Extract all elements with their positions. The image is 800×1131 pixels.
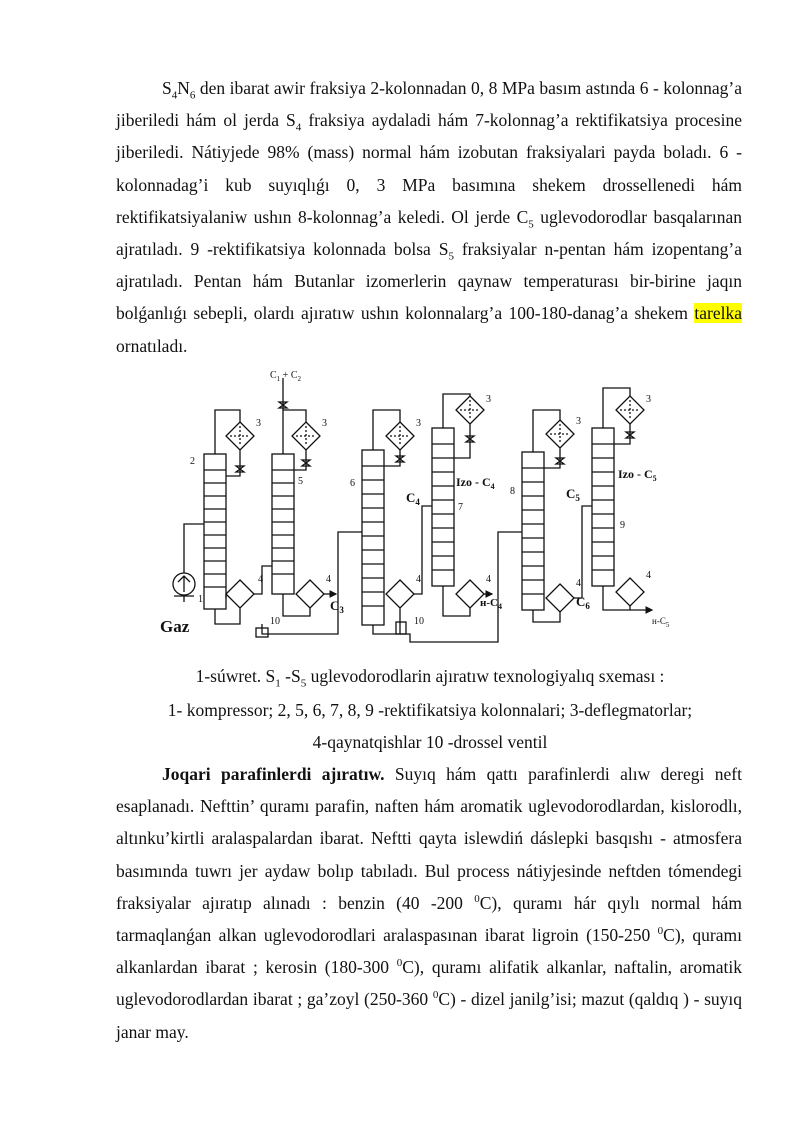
- label-3: 3: [416, 418, 421, 429]
- subscript: 6: [189, 89, 196, 102]
- text: fraksiya aydaladi hám 7-kolonnag’a rektifikatsiya procesine jiberiledi. Nátiyjede 98% (mass) normal hám izobutan fraksiyalari payda boladı. 6 -kolonnadag’i kub suyıqlıǵı 0, 3 MPa basımına shekem drossellenedi hám rektifikatsiyalaniw ushın 8-kolonnag’a keledi. Ol jerde C: [116, 110, 742, 227]
- deflegmator-6: [616, 396, 644, 424]
- boiler-1: [226, 580, 254, 608]
- deflegmator-1: [226, 422, 254, 450]
- svg-text:н-C5: $н-C_5$: [652, 616, 670, 629]
- scheme-svg: [160, 366, 680, 650]
- figure-caption-line-1: 1-súwret. $S_1$ $-S_5$ uglevodorodlarin ajıratıw texnologiyalıq sxeması :: [195, 666, 665, 690]
- svg-text:C3: $C_3$: [330, 598, 344, 615]
- label-4: 4: [258, 574, 263, 585]
- boiler-2: [296, 580, 324, 608]
- label-3: 3: [576, 416, 581, 427]
- process-flow-diagram: [160, 366, 680, 650]
- label-9: 9: [620, 520, 625, 531]
- label-10: 10: [270, 616, 280, 627]
- subscript: 5: [528, 218, 534, 231]
- paragraph-1: [116, 72, 742, 362]
- label-gaz: Gaz: [160, 617, 190, 636]
- subscript: 5: [448, 250, 454, 263]
- text: ornatıladı.: [116, 335, 188, 356]
- label-6: 6: [350, 478, 355, 489]
- label-4: 4: [576, 578, 581, 589]
- svg-text:C1 + C2: $C_1 + C_2$: [270, 370, 301, 383]
- deflegmator-2: [292, 422, 320, 450]
- text: uglevodorodlar basqalarınan ajratıladı. 9 -rektifikatsiya kolonnada bolsa S: [116, 206, 742, 260]
- drossel-valve-2: [396, 622, 406, 634]
- boiler-3: [386, 580, 414, 608]
- text: den ibarat awir fraksiya 2-kolonnadan 0, 8 MPa basım astında 6 - kolonnag’a jiberiledi hám ol jerda S: [116, 78, 742, 131]
- compressor: [173, 573, 195, 602]
- svg-text:н-C4: $н-C_4$: [480, 597, 502, 611]
- label-3: 3: [256, 418, 261, 429]
- subscript: 4: [295, 121, 302, 134]
- column-8: [522, 452, 544, 610]
- svg-text:C4: $C_4$: [406, 490, 420, 507]
- deflegmator-5: [546, 420, 574, 448]
- deflegmator-4: [456, 396, 484, 424]
- highlighted-word: tarelka: [694, 303, 742, 324]
- label-8: 8: [510, 486, 515, 497]
- text: N: [177, 78, 190, 98]
- boiler-5: [546, 584, 574, 612]
- column-2: [204, 454, 226, 609]
- label-10: 10: [414, 616, 424, 627]
- paragraph-2: Joqari parafinlerdi ajıratıw. Suyıq hám qattı parafinlerdi alıw deregi neft esaplanadı. Nefttin’ quramı parafin, naften hám aromatik uglevodorodlardan, kislorodlı, altınku’kirtli aralaspalardan ibarat. Neftti qayta islewdiń dáslepki basqıshı - atmosfera basımında tuwrı jer aydaw bolıp tabıladı. Bul process nátiyjesinde neftden tómendegi fraksiyalar ajıratıp alınadı : benzin (40 -200 $^0$C), quramı hár qıylı normal hám tarmaqlanǵan alkan uglevodorodlari aralaspasınan ibarat ligroin (150-250 $^0$C), quramı alkanlardan ibarat ; kerosin (180-300 $^0$C), quramı alifatik alkanlar, naftalin, aromatik uglevodorodlardan ibarat ; ga’zoyl (250-360 $^0$C) - dizel janilg’isi; mazut (qaldıq ) - suyıq janar may.: [116, 764, 742, 1042]
- text: S: [162, 78, 172, 98]
- label-1: 1: [198, 594, 203, 605]
- label-4: 4: [326, 574, 331, 585]
- label-3: 3: [646, 394, 651, 405]
- text: fraksiyalar n-pentan hám izopentang’a ajratıladı. Pentan hám Butanlar izomerlerin qaynaw temperaturası bir-birine jaqın bolǵanlıǵı sebepli, olardı ajıratıw ushın kolonnalarg’a 100-180-danag’a shekem: [116, 239, 742, 324]
- deflegmator-3: [386, 422, 414, 450]
- subscript: 4: [171, 89, 178, 102]
- label-4: 4: [646, 570, 651, 581]
- column-5: [272, 454, 294, 594]
- label-2: 2: [190, 456, 195, 467]
- figure-caption-line-2: 1- kompressor; 2, 5, 6, 7, 8, 9 -rektifikatsiya kolonnalari; 3-deflegmatorlar;: [167, 700, 693, 720]
- label-5: 5: [298, 476, 303, 487]
- section-heading: Joqari parafinlerdi ajıratıw.: [162, 764, 385, 784]
- label-3: 3: [322, 418, 327, 429]
- label-4: 4: [416, 574, 421, 585]
- svg-text:Izo - C5: Izo - $C_5$: [618, 467, 657, 483]
- svg-text:C6: $C_6$: [576, 594, 590, 611]
- boiler-6: [616, 578, 644, 606]
- label-3: 3: [486, 394, 491, 405]
- column-9: [592, 428, 614, 586]
- column-6: [362, 450, 384, 625]
- label-7: 7: [458, 502, 463, 513]
- svg-text:Izo - C4: Izo - $C_4$: [456, 475, 495, 491]
- column-7: [432, 428, 454, 586]
- figure-caption-line-3: 4-qaynatqishlar 10 -drossel ventil: [312, 732, 548, 752]
- svg-text:C5: $C_5$: [566, 486, 580, 503]
- label-4: 4: [486, 574, 491, 585]
